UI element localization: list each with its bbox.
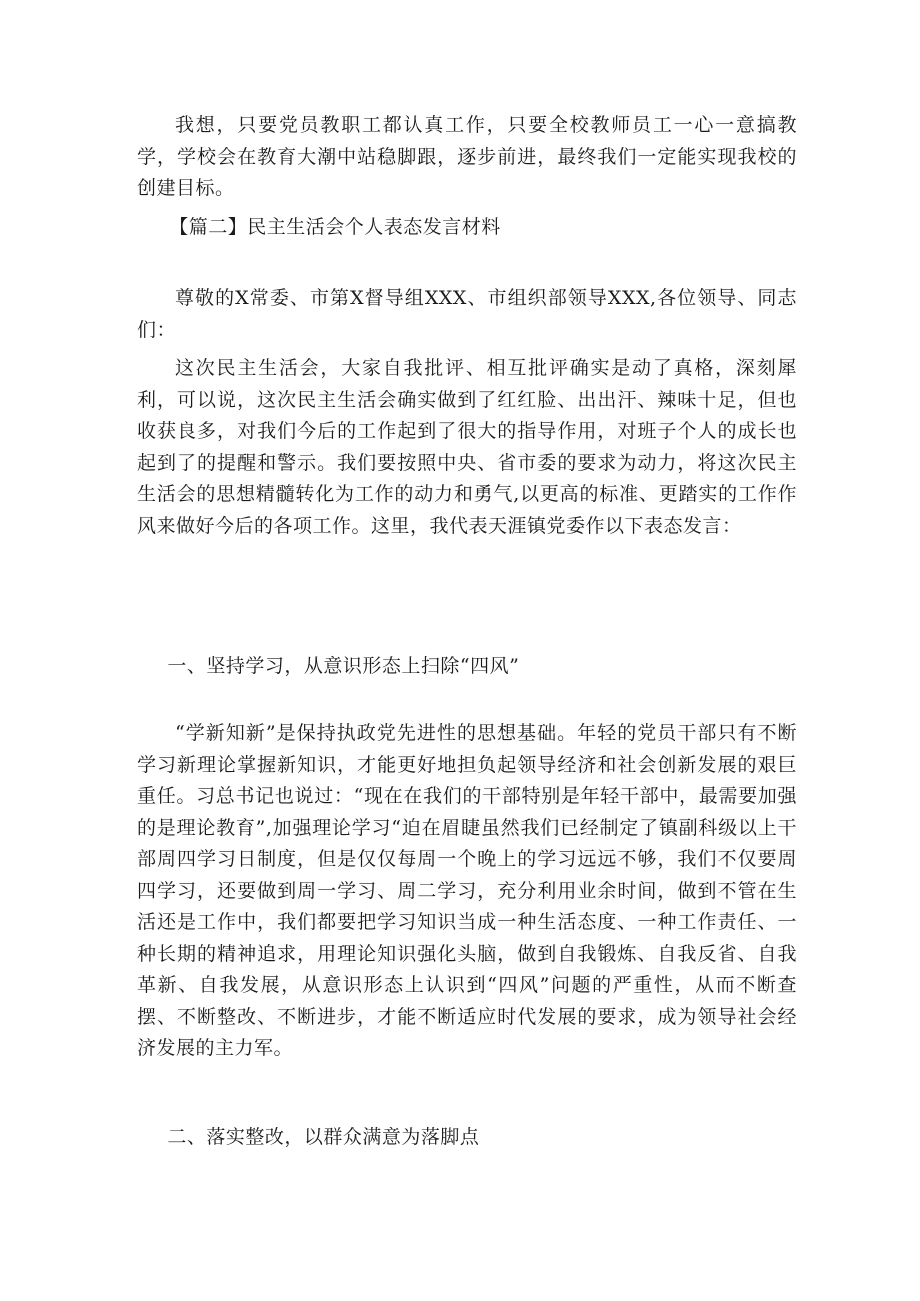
salutation: 尊敬的X常委、市第X督导组XXX、市组织部领导XXX,各位领导、同志们： [137,287,797,341]
heading-two: 二、落实整改，以群众满意为落脚点 [167,1126,480,1148]
study-paragraph: “学新知新”是保持执政党先进性的思想基础。年轻的党员干部只有不断学习新理论掌握新知识，才能更好地担负起领导经济和社会创新发展的艰巨重任。习总书记也说过：“现在在我们的干部特别是年轻干部中，最需要加强的是理论教育”,加强理论学习“迫在眉睫虽然我们已经制定了镇副科级以上干部周四学习日制度，但是仅仅每周一个晚上的学习远远不够，我们不仅要周四学习，还要做到周一学习、周二学习，充分利用业余时间，做到不管在生活还是工作中，我们都要把学习知识当成一种生活态度、一种工作责任、一种长期的精神追求，用理论知识强化头脑，做到自我锻炼、自我反省、自我革新、自我发展，从意识形态上认识到“四风”问题的严重性，从而不断查摆、不断整改、不断进步，才能不断适应时代发展的要求，成为领导社会经济发展的主力军。 [137,722,797,1059]
intro-paragraph: 这次民主生活会，大家自我批评、相互批评确实是动了真格，深刻犀利，可以说，这次民主生活会确实做到了红红脸、出出汗、辣味十足，但也收获良多，对我们今后的工作起到了很大的指导作用，对班子个人的成长也起到了的提醒和警示。我们要按照中央、省市委的要求为动力，将这次民主生活会的思想精髓转化为工作的动力和勇气,以更高的标准、更踏实的工作作风来做好今后的各项工作。这里，我代表天涯镇党委作以下表态发言： [137,357,797,537]
section-title: 【篇二】民主生活会个人表态发言材料 [169,216,501,238]
closing-paragraph: 我想，只要党员教职工都认真工作，只要全校教师员工一心一意搞教学，学校会在教育大潮中站稳脚跟，逐步前进，最终我们一定能实现我校的创建目标。 [137,114,797,199]
heading-one: 一、坚持学习，从意识形态上扫除“四风” [167,655,520,677]
